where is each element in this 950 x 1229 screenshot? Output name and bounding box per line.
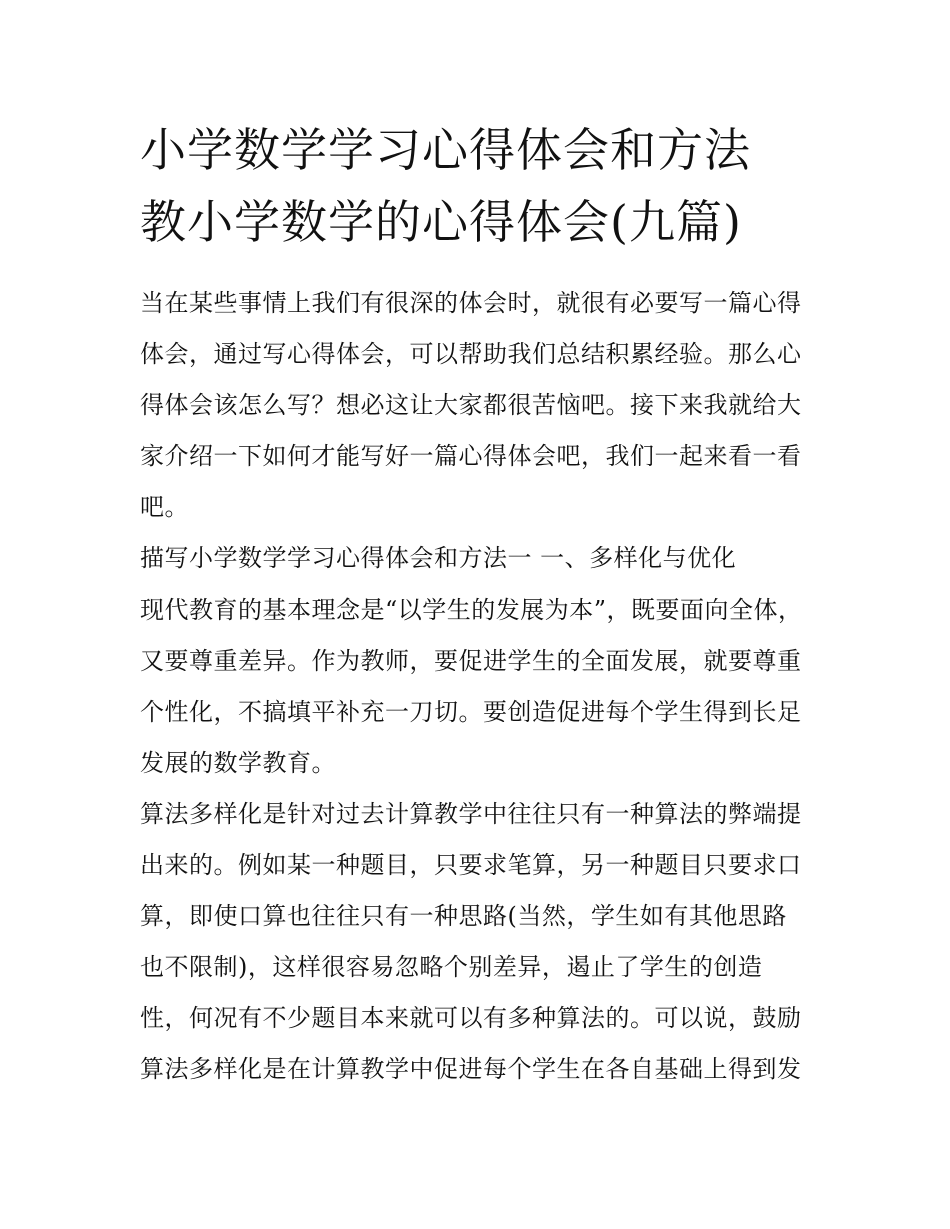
intro-line-1: 当在某些事情上我们有很深的体会时，就很有必要写一篇心得: [140, 289, 802, 317]
intro-line-4: 家介绍一下如何才能写好一篇心得体会吧，我们一起来看一看: [140, 442, 802, 470]
paragraph-1-line-3: 个性化，不搞填平补充一刀切。要创造促进每个学生得到长足: [140, 698, 802, 726]
intro-line-2: 体会，通过写心得体会，可以帮助我们总结积累经验。那么心: [140, 340, 802, 368]
intro-line-5: 吧。: [140, 493, 189, 521]
title-line-2: 教小学数学的心得体会(九篇): [140, 195, 742, 249]
paragraph-2-line-5: 性，何况有不少题目本来就可以有多种算法的。可以说，鼓励: [140, 1004, 802, 1032]
paragraph-1-line-1: 现代教育的基本理念是“以学生的发展为本”，既要面向全体，: [140, 596, 803, 624]
intro-line-3: 得体会该怎么写？想必这让大家都很苦恼吧。接下来我就给大: [140, 391, 802, 419]
document-body: [140, 278, 830, 1095]
paragraph-1: [140, 585, 830, 789]
paragraph-2-line-2: 出来的。例如某一种题目，只要求笔算，另一种题目只要求口: [140, 851, 802, 879]
document-title: [140, 114, 840, 258]
title-line-1: 小学数学学习心得体会和方法: [140, 123, 751, 177]
intro-paragraph: [140, 278, 830, 533]
paragraph-1-line-2: 又要尊重差异。作为教师，要促进学生的全面发展，就要尊重: [140, 647, 802, 675]
paragraph-2: [140, 789, 830, 1095]
paragraph-2-line-3: 算，即使口算也往往只有一种思路(当然，学生如有其他思路: [140, 902, 787, 930]
paragraph-2-line-4: 也不限制)，这样很容易忽略个别差异，遏止了学生的创造: [140, 953, 763, 981]
paragraph-2-line-6: 算法多样化是在计算教学中促进每个学生在各自基础上得到发: [140, 1055, 802, 1083]
paragraph-1-line-4: 发展的数学教育。: [140, 749, 336, 777]
paragraph-2-line-1: 算法多样化是针对过去计算教学中往往只有一种算法的弊端提: [140, 800, 802, 828]
section-heading: 描写小学数学学习心得体会和方法一 一、多样化与优化: [140, 544, 737, 572]
